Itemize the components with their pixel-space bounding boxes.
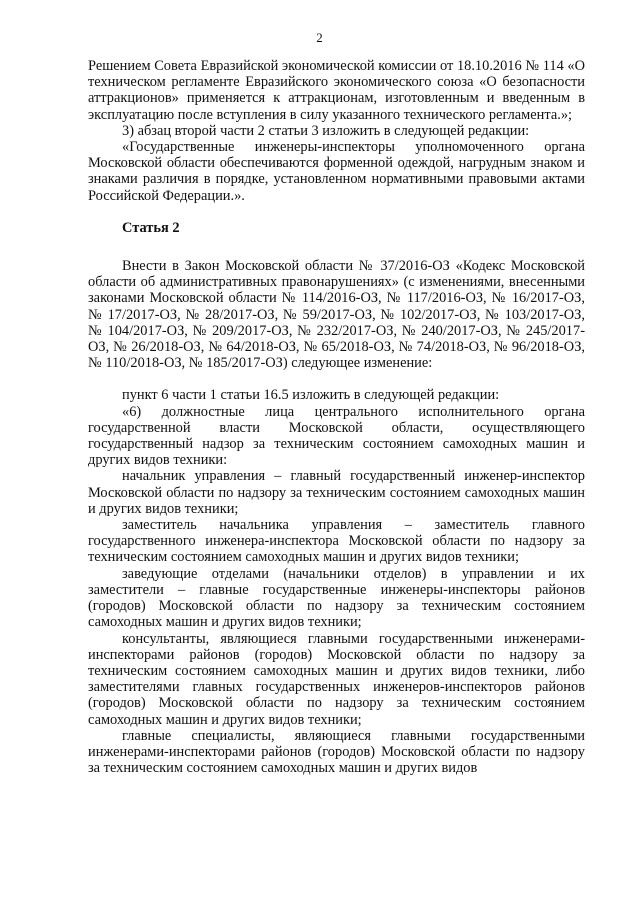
paragraph-point-6: пункт 6 части 1 статьи 16.5 изложить в следующей редакции:	[122, 387, 500, 404]
paragraph-regulation-reference: Решением Совета Евразийской экономической комиссии от 18.10.2016 № 114 «О техническом регламенте Евразийского экономического союза «О безопасности аттракционов» применяется к аттракционам, изготовленным и введенным в эксплуатацию после вступления в силу указанного технического регламента.»;	[88, 58, 585, 123]
document-body	[88, 58, 585, 776]
paragraph-item-3: 3) абзац второй части 2 статьи 3 изложить в следующей редакции:	[122, 122, 530, 139]
paragraph-heads-of-divisions: заведующие отделами (начальники отделов) в управлении и их заместители – главные государственные инженеры-инспекторы районов (городов) Московской области по надзору за техническим состоянием самоходных машин и других видов техники;	[88, 565, 585, 631]
paragraph-amend-code: Внести в Закон Московской области № 37/2016-ОЗ «Кодекс Московской области об административных правонарушениях» (с изменениями, внесенными законами Московской области № 114/2016-ОЗ, № 117/2016-ОЗ, № 16/2017-ОЗ, № 17/2017-ОЗ, № 28/2017-ОЗ, № 59/2017-ОЗ, № 102/2017-ОЗ, № 103/2017-ОЗ, № 104/2017-ОЗ, № 209/2017-ОЗ, № 232/2017-ОЗ, № 240/2017-ОЗ, № 245/2017-ОЗ, № 26/2018-ОЗ, № 64/2018-ОЗ, № 65/2018-ОЗ, № 74/2018-ОЗ, № 96/2018-ОЗ, № 110/2018-ОЗ, № 185/2017-ОЗ) следующее изменение:	[88, 258, 585, 372]
article-heading: Статья 2	[122, 219, 180, 236]
paragraph-chief-specialists: главные специалисты, являющиеся главными государственными инженерами-инспекторами районов (городов) Московской области по надзору за техническим состоянием самоходных машин и других видов	[88, 727, 585, 777]
paragraph-deputy-head: заместитель начальника управления – заместитель главного государственного инженера-инспектора Московской области по надзору за техническим состоянием самоходных машин и других видов техники;	[88, 517, 585, 566]
paragraph-consultants: консультанты, являющиеся главными государственными инженерами-инспекторами районов (городов) Московской области по надзору за техническим состоянием самоходных машин и других видов техники, либо заместителями главных государственных инженеров-инспекторов районов (городов) Московской области по надзору за техническим состоянием самоходных машин и других видов техники;	[88, 630, 585, 728]
paragraph-inspectors-uniform: «Государственные инженеры-инспекторы уполномоченного органа Московской области обеспечиваются форменной одеждой, нагрудным знаком и знаками различия в порядке, установленном нормативными правовыми актами Российской Федерации.».	[88, 139, 585, 204]
paragraph-officials: «6) должностные лица центрального исполнительного органа государственной власти Московской области, осуществляющего государственный надзор за техническим состоянием самоходных машин и других видов техники:	[88, 403, 585, 469]
page-number: 2	[316, 30, 323, 45]
paragraph-head-of-department: начальник управления – главный государственный инженер-инспектор Московской области по надзору за техническим состоянием самоходных машин и других видов техники;	[88, 468, 585, 517]
